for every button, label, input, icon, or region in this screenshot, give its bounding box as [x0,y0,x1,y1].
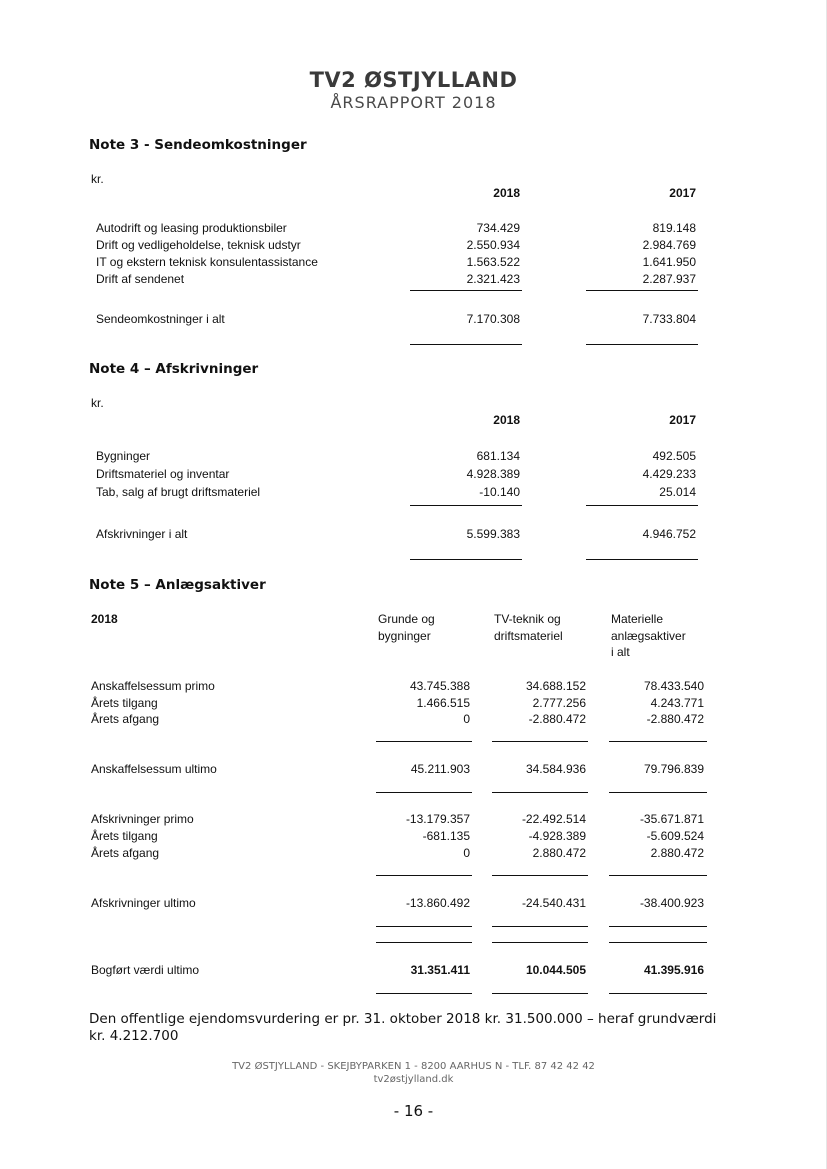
note4-col-2018: 2018 [493,413,520,427]
row-label: IT og ekstern teknisk konsulentassistance [96,255,318,269]
note5-acq-total-label: Anskaffelsessum ultimo [91,762,217,776]
value-col3: 78.433.540 [643,679,704,693]
row-label: Årets afgang [91,712,160,726]
note5-col1-line2: bygninger [378,629,431,643]
footer-address: TV2 ØSTJYLLAND - SKEJBYPARKEN 1 - 8200 AARHUS N - TLF. 87 42 42 42 [232,1061,595,1072]
subtotal-rule [492,741,588,742]
subtotal-rule [376,741,472,742]
value-2017: 819.148 [652,221,696,235]
note3-total-2018: 7.170.308 [466,312,520,326]
note4-unit: kr. [91,396,104,410]
note5-col1-line1: Grunde og [378,612,435,626]
value-2017: 25.014 [659,485,696,499]
total-rule [586,344,698,345]
value-2017: 2.984.769 [642,238,696,252]
value-2018: 4.928.389 [466,467,520,481]
total-rule [492,993,588,994]
row-label: Bygninger [96,449,151,463]
note5-acq-total-col1: 45.211.903 [410,762,470,776]
value-2018: 734.429 [476,221,520,235]
note3-total-label: Sendeomkostninger i alt [96,312,225,326]
value-col3: 2.880.472 [650,846,704,860]
value-2018: 2.550.934 [466,238,520,252]
note5-book-col2: 10.044.505 [525,963,586,977]
note5-acq-total-col3: 79.796.839 [643,762,704,776]
value-2017: 4.429.233 [642,467,696,481]
note5-col2-line1: TV-teknik og [494,612,561,626]
note5-book-col3: 41.395.916 [643,963,704,977]
subtotal-rule [492,875,588,876]
value-col2: -2.880.472 [528,712,586,726]
note5-book-label: Bogført værdi ultimo [91,963,200,977]
value-col2: 34.688.152 [525,679,586,693]
note3-col-2017: 2017 [669,186,696,200]
note5-col3-line2: anlægsaktiver [611,629,686,643]
value-2018: 2.321.423 [466,272,520,286]
note5-dep-total-label: Afskrivninger ultimo [91,896,196,910]
footer-website: tv2østjylland.dk [373,1074,454,1085]
total-rule [376,792,472,793]
total-rule [376,942,472,943]
total-rule [376,926,472,927]
note5-year: 2018 [91,612,118,626]
value-col3: -5.609.524 [646,829,704,843]
note4-heading: Note 4 – Afskrivninger [89,361,259,377]
note4-total-label: Afskrivninger i alt [96,527,188,541]
row-label: Drift og vedligeholdelse, teknisk udstyr [96,238,301,252]
total-rule [609,942,707,943]
row-label: Tab, salg af brugt driftsmateriel [96,485,261,499]
value-2018: 681.134 [476,449,520,463]
total-rule [609,993,707,994]
row-label: Årets afgang [91,846,160,860]
value-col1: -681.135 [422,829,470,843]
note5-col3-line3: i alt [611,645,630,659]
value-col2: 2.777.256 [532,696,586,710]
valuation-text: Den offentlige ejendomsvurdering er pr. 31. oktober 2018 kr. 31.500.000 – heraf grundværdi [89,1011,717,1027]
total-rule [609,792,707,793]
row-label: Driftsmateriel og inventar [96,467,230,481]
value-2017: 2.287.937 [642,272,696,286]
value-2017: 1.641.950 [642,255,696,269]
value-col3: -35.671.871 [639,812,704,826]
total-rule [492,942,588,943]
note4-total-2017: 4.946.752 [642,527,696,541]
row-label: Afskrivninger primo [91,812,194,826]
note5-dep-total-col2: -24.540.431 [521,896,586,910]
value-col2: -22.492.514 [521,812,586,826]
note3-col-2018: 2018 [493,186,520,200]
value-2018: 1.563.522 [466,255,520,269]
note3-total-2017: 7.733.804 [642,312,696,326]
note3-heading: Note 3 - Sendeomkostninger [89,137,307,153]
valuation-text-2: kr. 4.212.700 [89,1028,179,1044]
value-2018: -10.140 [479,485,520,499]
subtotal-rule [410,505,522,506]
note5-col2-line2: driftsmateriel [494,629,563,643]
note3-unit: kr. [91,172,104,186]
note5-heading: Note 5 – Anlægsaktiver [89,577,266,593]
subtotal-rule [410,290,522,291]
note5-dep-total-col1: -13.860.492 [405,896,470,910]
row-label: Autodrift og leasing produktionsbiler [96,221,287,235]
total-rule [410,559,522,560]
value-col1: 1.466.515 [416,696,470,710]
subtotal-rule [586,290,698,291]
value-col3: 4.243.771 [650,696,704,710]
row-label: Årets tilgang [91,829,158,843]
value-col1: -13.179.357 [405,812,470,826]
total-rule [492,926,588,927]
row-label: Drift af sendenet [96,272,185,286]
total-rule [410,344,522,345]
note4-total-2018: 5.599.383 [466,527,520,541]
subtotal-rule [609,875,707,876]
note5-col3-line1: Materielle [611,612,664,626]
total-rule [376,993,472,994]
note5-dep-total-col3: -38.400.923 [639,896,704,910]
value-2017: 492.505 [652,449,696,463]
total-rule [586,559,698,560]
value-col2: 2.880.472 [532,846,586,860]
total-rule [492,792,588,793]
value-col3: -2.880.472 [646,712,704,726]
value-col1: 43.745.388 [409,679,470,693]
document-subtitle: ÅRSRAPPORT 2018 [330,93,497,112]
subtotal-rule [586,505,698,506]
total-rule [609,926,707,927]
row-label: Anskaffelsessum primo [91,679,215,693]
value-col1: 0 [463,712,470,726]
note5-book-col1: 31.351.411 [410,963,470,977]
page-number: - 16 - [393,1102,434,1120]
note4-col-2017: 2017 [669,413,696,427]
value-col1: 0 [463,846,470,860]
value-col2: -4.928.389 [528,829,586,843]
document-title: TV2 ØSTJYLLAND [309,68,518,92]
subtotal-rule [609,741,707,742]
row-label: Årets tilgang [91,696,158,710]
note5-acq-total-col2: 34.584.936 [525,762,586,776]
subtotal-rule [376,875,472,876]
